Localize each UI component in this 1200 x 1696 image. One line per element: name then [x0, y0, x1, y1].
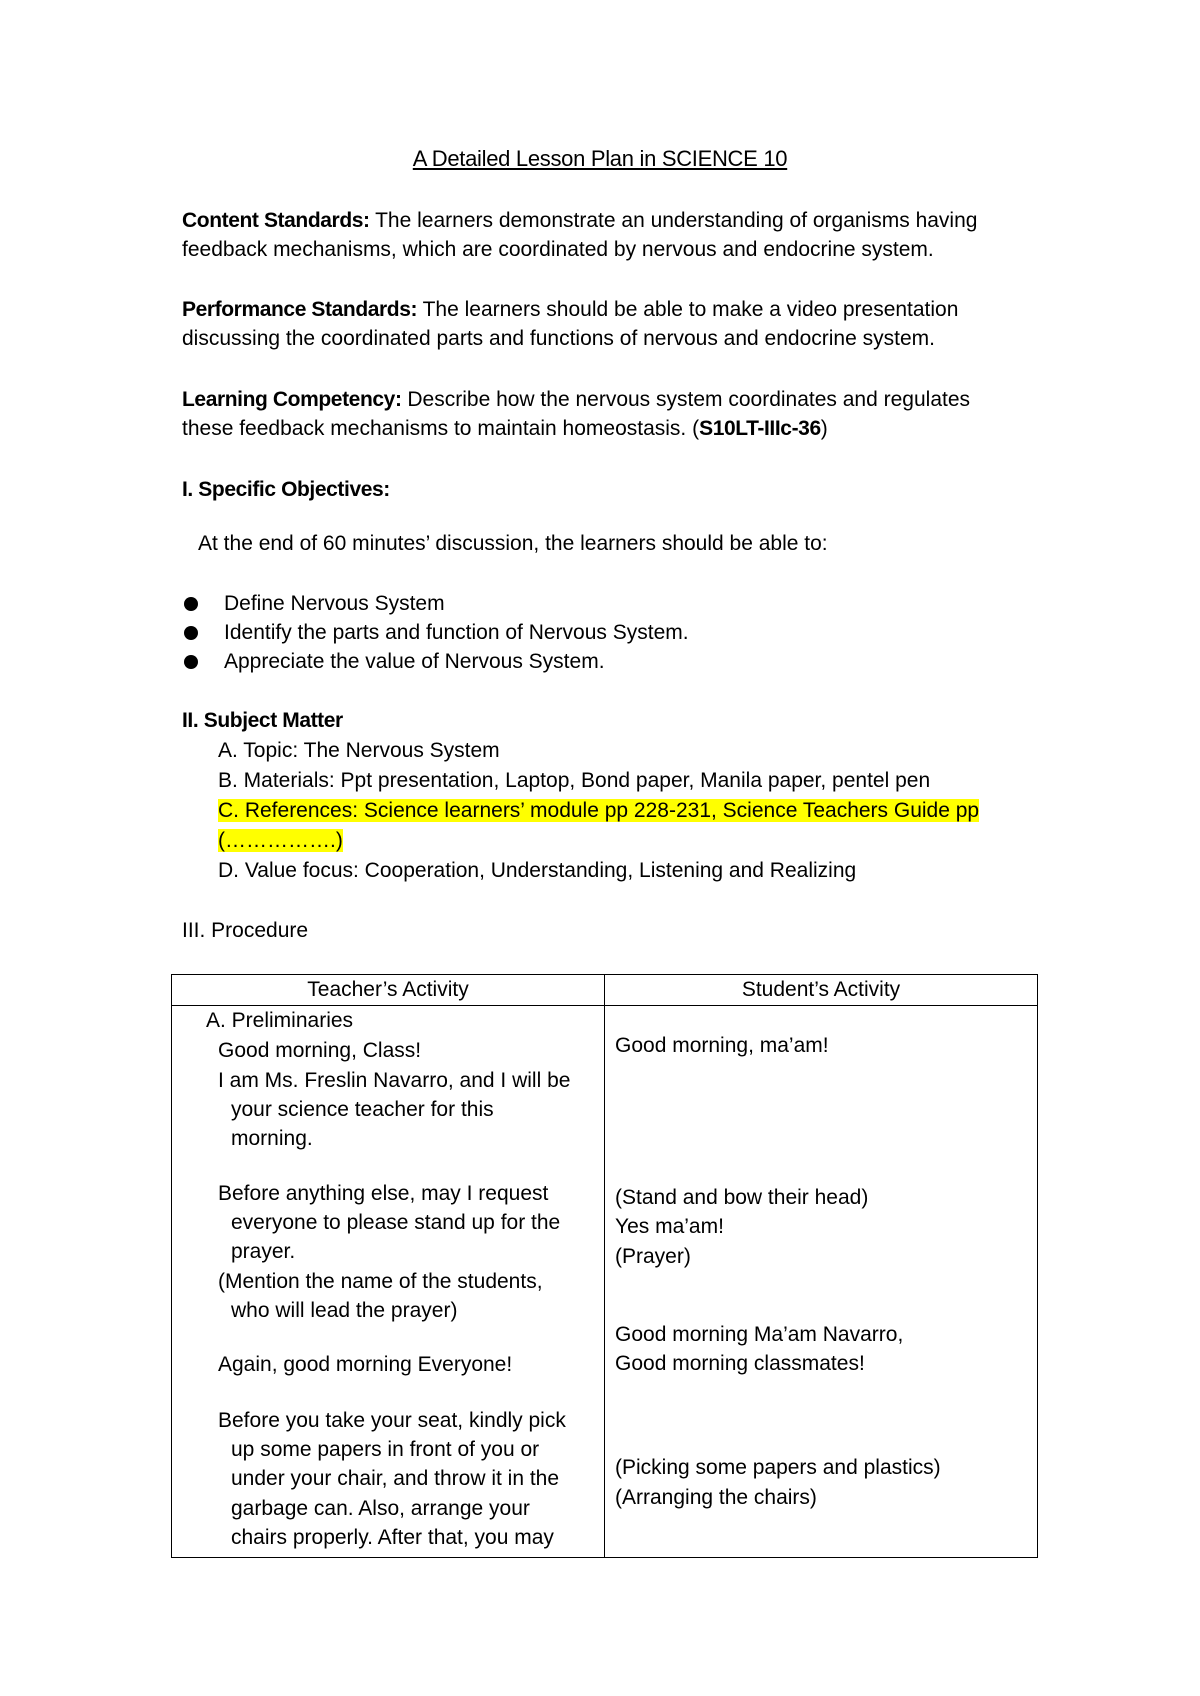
- objective-text: Appreciate the value of Nervous System.: [224, 650, 605, 673]
- learning-competency-text-2: these feedback mechanisms to maintain homeostasis. (: [182, 417, 700, 440]
- teacher-line: chairs properly. After that, you may: [231, 1526, 554, 1549]
- student-activity-cell: [605, 1006, 1038, 1558]
- subject-topic: A. Topic: The Nervous System: [218, 739, 500, 762]
- teacher-line: A. Preliminaries: [206, 1009, 354, 1032]
- learning-competency-text-3: ): [820, 417, 828, 440]
- procedure-heading: III. Procedure: [182, 919, 309, 942]
- bullet-icon: [184, 626, 198, 640]
- performance-standards-text-2: discussing the coordinated parts and functions of nervous and endocrine system.: [182, 327, 935, 350]
- table-header-row: [172, 975, 1038, 1006]
- content-standards-text-1: The learners demonstrate an understanding of organisms having: [369, 209, 978, 232]
- student-line: (Arranging the chairs): [615, 1486, 817, 1509]
- student-line: (Picking some papers and plastics): [615, 1456, 941, 1479]
- objective-text: Identify the parts and function of Nervous System.: [224, 621, 689, 644]
- bullet-icon: [184, 655, 198, 669]
- content-standards-text-2: feedback mechanisms, which are coordinated by nervous and endocrine system.: [182, 238, 934, 261]
- subject-value-focus: D. Value focus: Cooperation, Understanding, Listening and Realizing: [218, 859, 857, 882]
- teacher-line: Good morning, Class!: [218, 1039, 422, 1062]
- student-line: (Stand and bow their head): [615, 1186, 869, 1209]
- teacher-line: (Mention the name of the students,: [218, 1270, 543, 1293]
- teacher-line: Before you take your seat, kindly pick: [218, 1409, 566, 1432]
- page-title: A Detailed Lesson Plan in SCIENCE 10: [412, 146, 788, 171]
- content-standards-label: Content Standards:: [182, 209, 370, 232]
- teacher-activity-cell: [172, 1006, 605, 1558]
- student-line: Good morning classmates!: [615, 1352, 865, 1375]
- teacher-line: I am Ms. Freslin Navarro, and I will be: [218, 1069, 571, 1092]
- teacher-line: prayer.: [231, 1240, 296, 1263]
- subject-references: [218, 796, 979, 825]
- procedure-table: [171, 974, 1038, 1558]
- objectives-heading: I. Specific Objectives:: [182, 478, 390, 501]
- student-line: Yes ma’am!: [615, 1215, 724, 1238]
- references-text-2: (…………….): [218, 829, 343, 852]
- student-line: (Prayer): [615, 1245, 691, 1268]
- student-line: Good morning, ma’am!: [615, 1034, 829, 1057]
- performance-standards: [182, 295, 1042, 353]
- teacher-line: garbage can. Also, arrange your: [231, 1497, 530, 1520]
- list-item: [184, 647, 884, 676]
- column-header-teacher: Teacher’s Activity: [172, 975, 605, 1006]
- bullet-icon: [184, 597, 198, 611]
- performance-standards-text-1: The learners should be able to make a video presentation: [417, 298, 959, 321]
- student-line: Good morning Ma’am Navarro,: [615, 1323, 904, 1346]
- competency-code: S10LT-IIIc-36: [699, 417, 821, 440]
- performance-standards-label: Performance Standards:: [182, 298, 418, 321]
- teacher-line: morning.: [231, 1127, 313, 1150]
- teacher-line: Before anything else, may I request: [218, 1182, 549, 1205]
- table-row: [172, 1006, 1038, 1558]
- teacher-line: your science teacher for this: [231, 1098, 494, 1121]
- learning-competency: [182, 385, 1042, 443]
- objectives-intro: At the end of 60 minutes’ discussion, the learners should be able to:: [198, 532, 828, 555]
- learning-competency-text-1: Describe how the nervous system coordinates and regulates: [401, 388, 971, 411]
- subject-references-cont: [218, 826, 343, 855]
- teacher-line: up some papers in front of you or: [231, 1438, 540, 1461]
- list-item: [184, 589, 884, 618]
- teacher-line: under your chair, and throw it in the: [231, 1467, 560, 1490]
- learning-competency-label: Learning Competency:: [182, 388, 402, 411]
- references-text-1: C. References: Science learners’ module pp 228-231, Science Teachers Guide pp: [218, 799, 980, 822]
- teacher-line: everyone to please stand up for the: [231, 1211, 561, 1234]
- objective-text: Define Nervous System: [224, 592, 445, 615]
- subject-matter-heading: II. Subject Matter: [182, 709, 343, 732]
- subject-materials: B. Materials: Ppt presentation, Laptop, Bond paper, Manila paper, pentel pen: [218, 769, 931, 792]
- teacher-line: Again, good morning Everyone!: [218, 1353, 513, 1376]
- list-item: [184, 618, 884, 647]
- teacher-line: who will lead the prayer): [231, 1299, 458, 1322]
- column-header-student: Student’s Activity: [605, 975, 1038, 1006]
- content-standards: [182, 206, 1042, 264]
